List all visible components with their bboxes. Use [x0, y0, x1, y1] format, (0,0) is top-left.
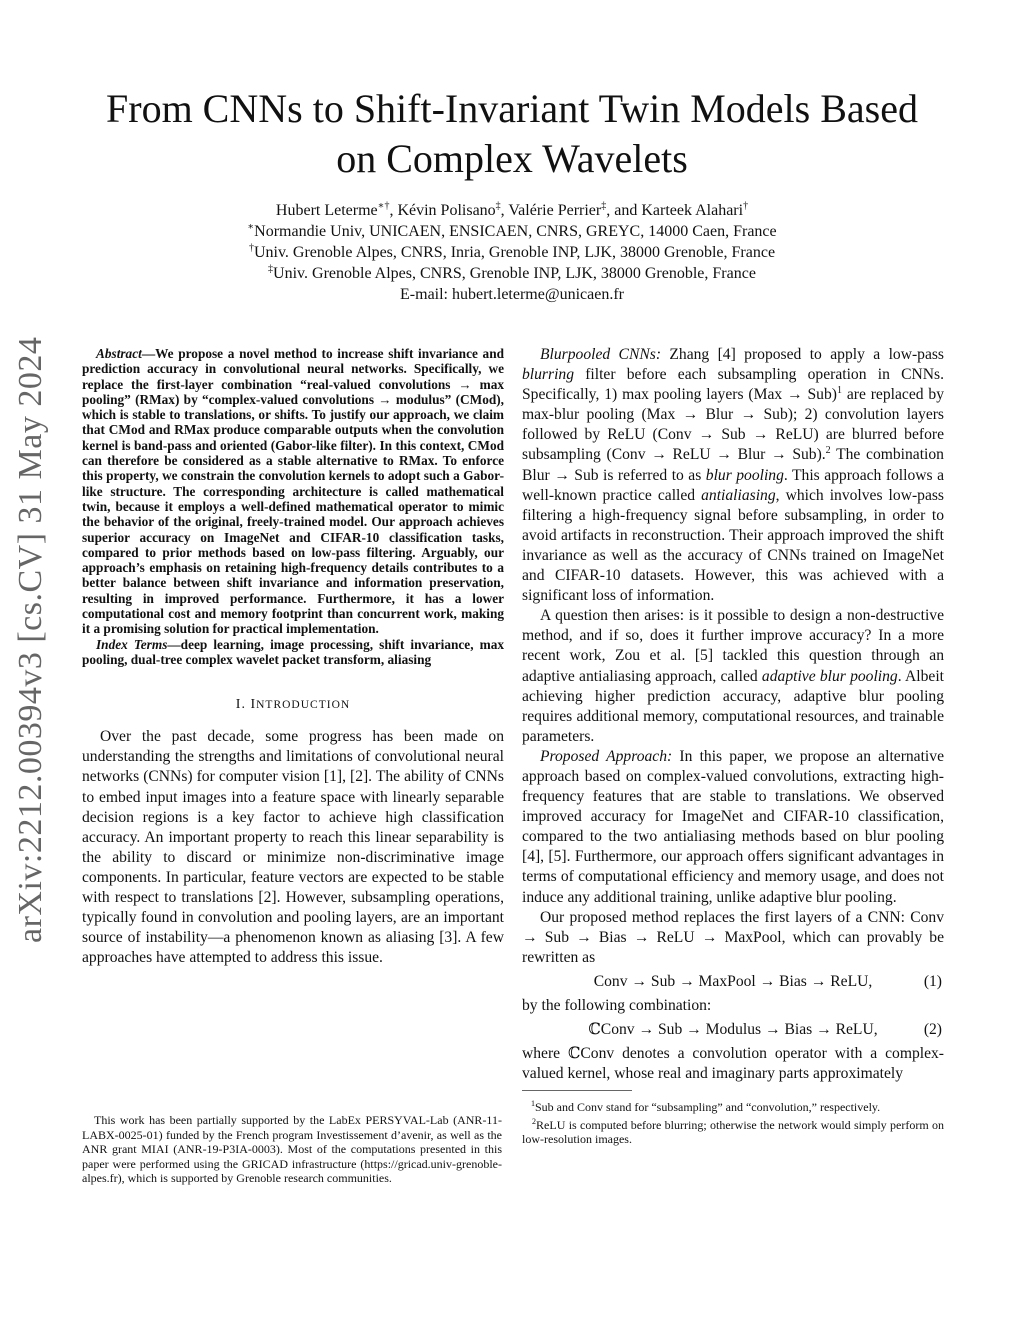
author-1: Hubert Leterme: [275, 202, 378, 219]
affiliation-1: ∗Normandie Univ, UNICAEN, ENSICAEN, CNRS, GREYC, 14000 Caen, France: [247, 221, 777, 240]
left-column: [82, 346, 504, 968]
footnote-1: $^1$Sub and Conv stand for “subsampling” and “convolution,” respectively.: [531, 1099, 881, 1115]
footnote-2: $^2$ReLU is computed before blurring; otherwise the network would simply perform on low-resolution images.: [522, 1116, 945, 1147]
proposed-approach-heading: Proposed Approach:: [540, 747, 673, 765]
arxiv-identifier: arXiv:2212.00394v3 [cs.CV] 31 May 2024: [12, 336, 49, 943]
equation-1-number: (1): [923, 972, 942, 990]
abstract-text: —We propose a novel method to increase shift invariance and prediction accuracy in convolutional neural networks. Specifically, we replace the first-layer combination “real-valued convolutions → max pooling” (RMax) by “complex-valued convolutions → modulus” (CMod), which is stable to translations, or shifts. To justify our approach, we claim that CMod and RMax produce comparable outputs when the convolution kernel is band-pass and oriented (Gabor-like filter). In this context, CMod can therefore be considered as a stable alternative to RMax. To enforce this property, we constrain the convolution kernels to adopt such a Gabor-like structure. The corresponding architecture is called mathematical twin, because it employs a well-defined mathematical operator to mimic the behavior of the original, freely-trained model. Our approach achieves superior accuracy on ImageNet and CIFAR-10 classification tasks, compared to prior methods based on low-pass filtering. Arguably, our approach’s emphasis on retaining high-frequency details contributes to a better balance between shift invariance and information preservation, resulting in improved performance. Furthermore, it has a lower computational cost and memory footprint than concurrent work, making it a promising solution for practical implementation.: [82, 346, 504, 637]
right-column: [522, 345, 944, 1147]
footnote-divider: [522, 1090, 632, 1091]
where-paragraph: where ℂConv denotes a convolution operator with a complex-valued kernel, whose real and imaginary parts approximately: [522, 1045, 944, 1083]
question-paragraph: A question then arises: is it possible to design a non-destructive method, and if so, does it further improve accuracy? In a more recent work, Zou et al. [5] tackled this question through an adaptive antialiasing approach, called adaptive blur pooling. Albeit achieving higher prediction accuracy, adaptive blur pooling requires additional memory, computational resources, and trainable parameters.: [522, 607, 944, 745]
paper-title-line-1: From CNNs to Shift-Invariant Twin Models Based: [106, 86, 918, 131]
author-2: Kévin Polisano: [397, 202, 496, 219]
author-block: [60, 200, 964, 305]
author-4: and Karteek Alahari: [614, 202, 744, 219]
section-heading-introduction: I. INTRODUCTION: [235, 697, 351, 713]
index-terms: [82, 637, 504, 668]
equation-1: [522, 968, 944, 996]
author-3: Valérie Perrier: [508, 202, 602, 219]
intro-paragraph-1: Over the past decade, some progress has been made on understanding the strengths and limitations of convolutional neural networks (CNNs) for computer vision [1], [2]. The ability of CNNs to embed input images into a feature space with linearly separable decision regions is a key factor to achieve high classification accuracy. An important property to reach this linear separability is the ability to discard or minimize non-discriminative image components. In particular, feature vectors are expected to be stable with respect to translations [2]. However, subsampling operations, typically found in convolution and pooling layers, are an important source of instability—a phenomenon known as aliasing [3]. A few approaches have attempted to address this issue.: [82, 728, 504, 967]
equation-1-body: Conv → Sub → MaxPool → Bias → ReLU,: [593, 972, 873, 990]
abstract-label: Abstract: [96, 346, 142, 361]
author-2-mark: ‡: [495, 200, 501, 212]
author-1-mark: ∗†: [377, 200, 390, 212]
author-3-mark: ‡: [601, 200, 607, 212]
footnote-ref-2: 2: [825, 445, 831, 457]
paper-title-line-2: on Complex Wavelets: [336, 136, 688, 181]
equation-2-number: (2): [923, 1021, 942, 1038]
contact-email: E-mail: hubert.leterme@unicaen.fr: [400, 286, 624, 303]
equation-2: [522, 1016, 944, 1044]
method-paragraph: Our proposed method replaces the first layers of a CNN: Conv → Sub → Bias → ReLU → MaxPool, which can provably be rewritten as: [522, 908, 944, 966]
blurpooled-paragraph: Blurpooled CNNs: Zhang [4] proposed to apply a low-pass blurring filter before each subsampling operation in CNNs. Specifically, 1) max pooling layers (Max → Sub)$^1$ are replaced by max-blur pooling (Max → Blur → Sub); 2) convolution layers followed by ReLU (Conv → Sub → ReLU) are blurred before subsampling (Conv → ReLU → Blur → Sub).$^2$ The combination Blur → Sub is referred to as blur pooling. This approach follows a well-known practice called antialiasing, which involves low-pass filtering a high-frequency signal before subsampling, in order to avoid artifacts in reconstruction. Their approach improved the shift invariance as well as the accuracy of CNNs trained on ImageNet and CIFAR-10 datasets. However, this was achieved with a significant loss of information.: [522, 346, 945, 605]
author-names: Hubert Leterme∗†, Kévin Polisano‡, Valérie Perrier‡, and Karteek Alahari†: [275, 200, 749, 219]
paper-title: [60, 84, 964, 184]
funding-footnote: This work has been partially supported by the LabEx PERSYVAL-Lab (ANR-11-LABX-0025-01) funded by the French program Investissement d’avenir, as well as the ANR grant MIAI (ANR-19-P3IA-0003). Most of the computations presented in this paper were performed using the GRICAD infrastructure (https://gricad.univ-grenoble-alpes.fr), which is supported by Grenoble research communities.: [82, 1113, 502, 1186]
affiliation-2: †Univ. Grenoble Alpes, CNRS, Inria, Grenoble INP, LJK, 38000 Grenoble, France: [248, 242, 776, 261]
footnote-ref-1: 1: [836, 385, 842, 396]
abstract: [82, 346, 504, 637]
affiliation-3: ‡Univ. Grenoble Alpes, CNRS, Grenoble INP, LJK, 38000 Grenoble, France: [268, 263, 756, 282]
between-equations-text: by the following combination:: [522, 996, 712, 1014]
blurpooled-heading: Blurpooled CNNs:: [540, 346, 662, 363]
proposed-approach-paragraph: Proposed Approach: In this paper, we propose an alternative approach based on complex-valued convolutions, extracting high-frequency features that are stable to translations. We observed improved accuracy for ImageNet and CIFAR-10 classification, compared to the two antialiasing methods based on blur pooling [4], [5]. Furthermore, our approach offers significant advantages in terms of computational efficiency and memory usage, and does not induce any additional training, unlike adaptive blur pooling.: [522, 747, 944, 906]
author-4-mark: †: [743, 200, 749, 212]
equation-2-body: ℂConv → Sub → Modulus → Bias → ReLU,: [588, 1021, 878, 1038]
index-terms-label: Index Terms: [96, 636, 168, 652]
index-terms-text: —deep learning, image processing, shift invariance, max pooling, dual-tree complex wavelet packet transform, aliasing: [82, 636, 504, 667]
